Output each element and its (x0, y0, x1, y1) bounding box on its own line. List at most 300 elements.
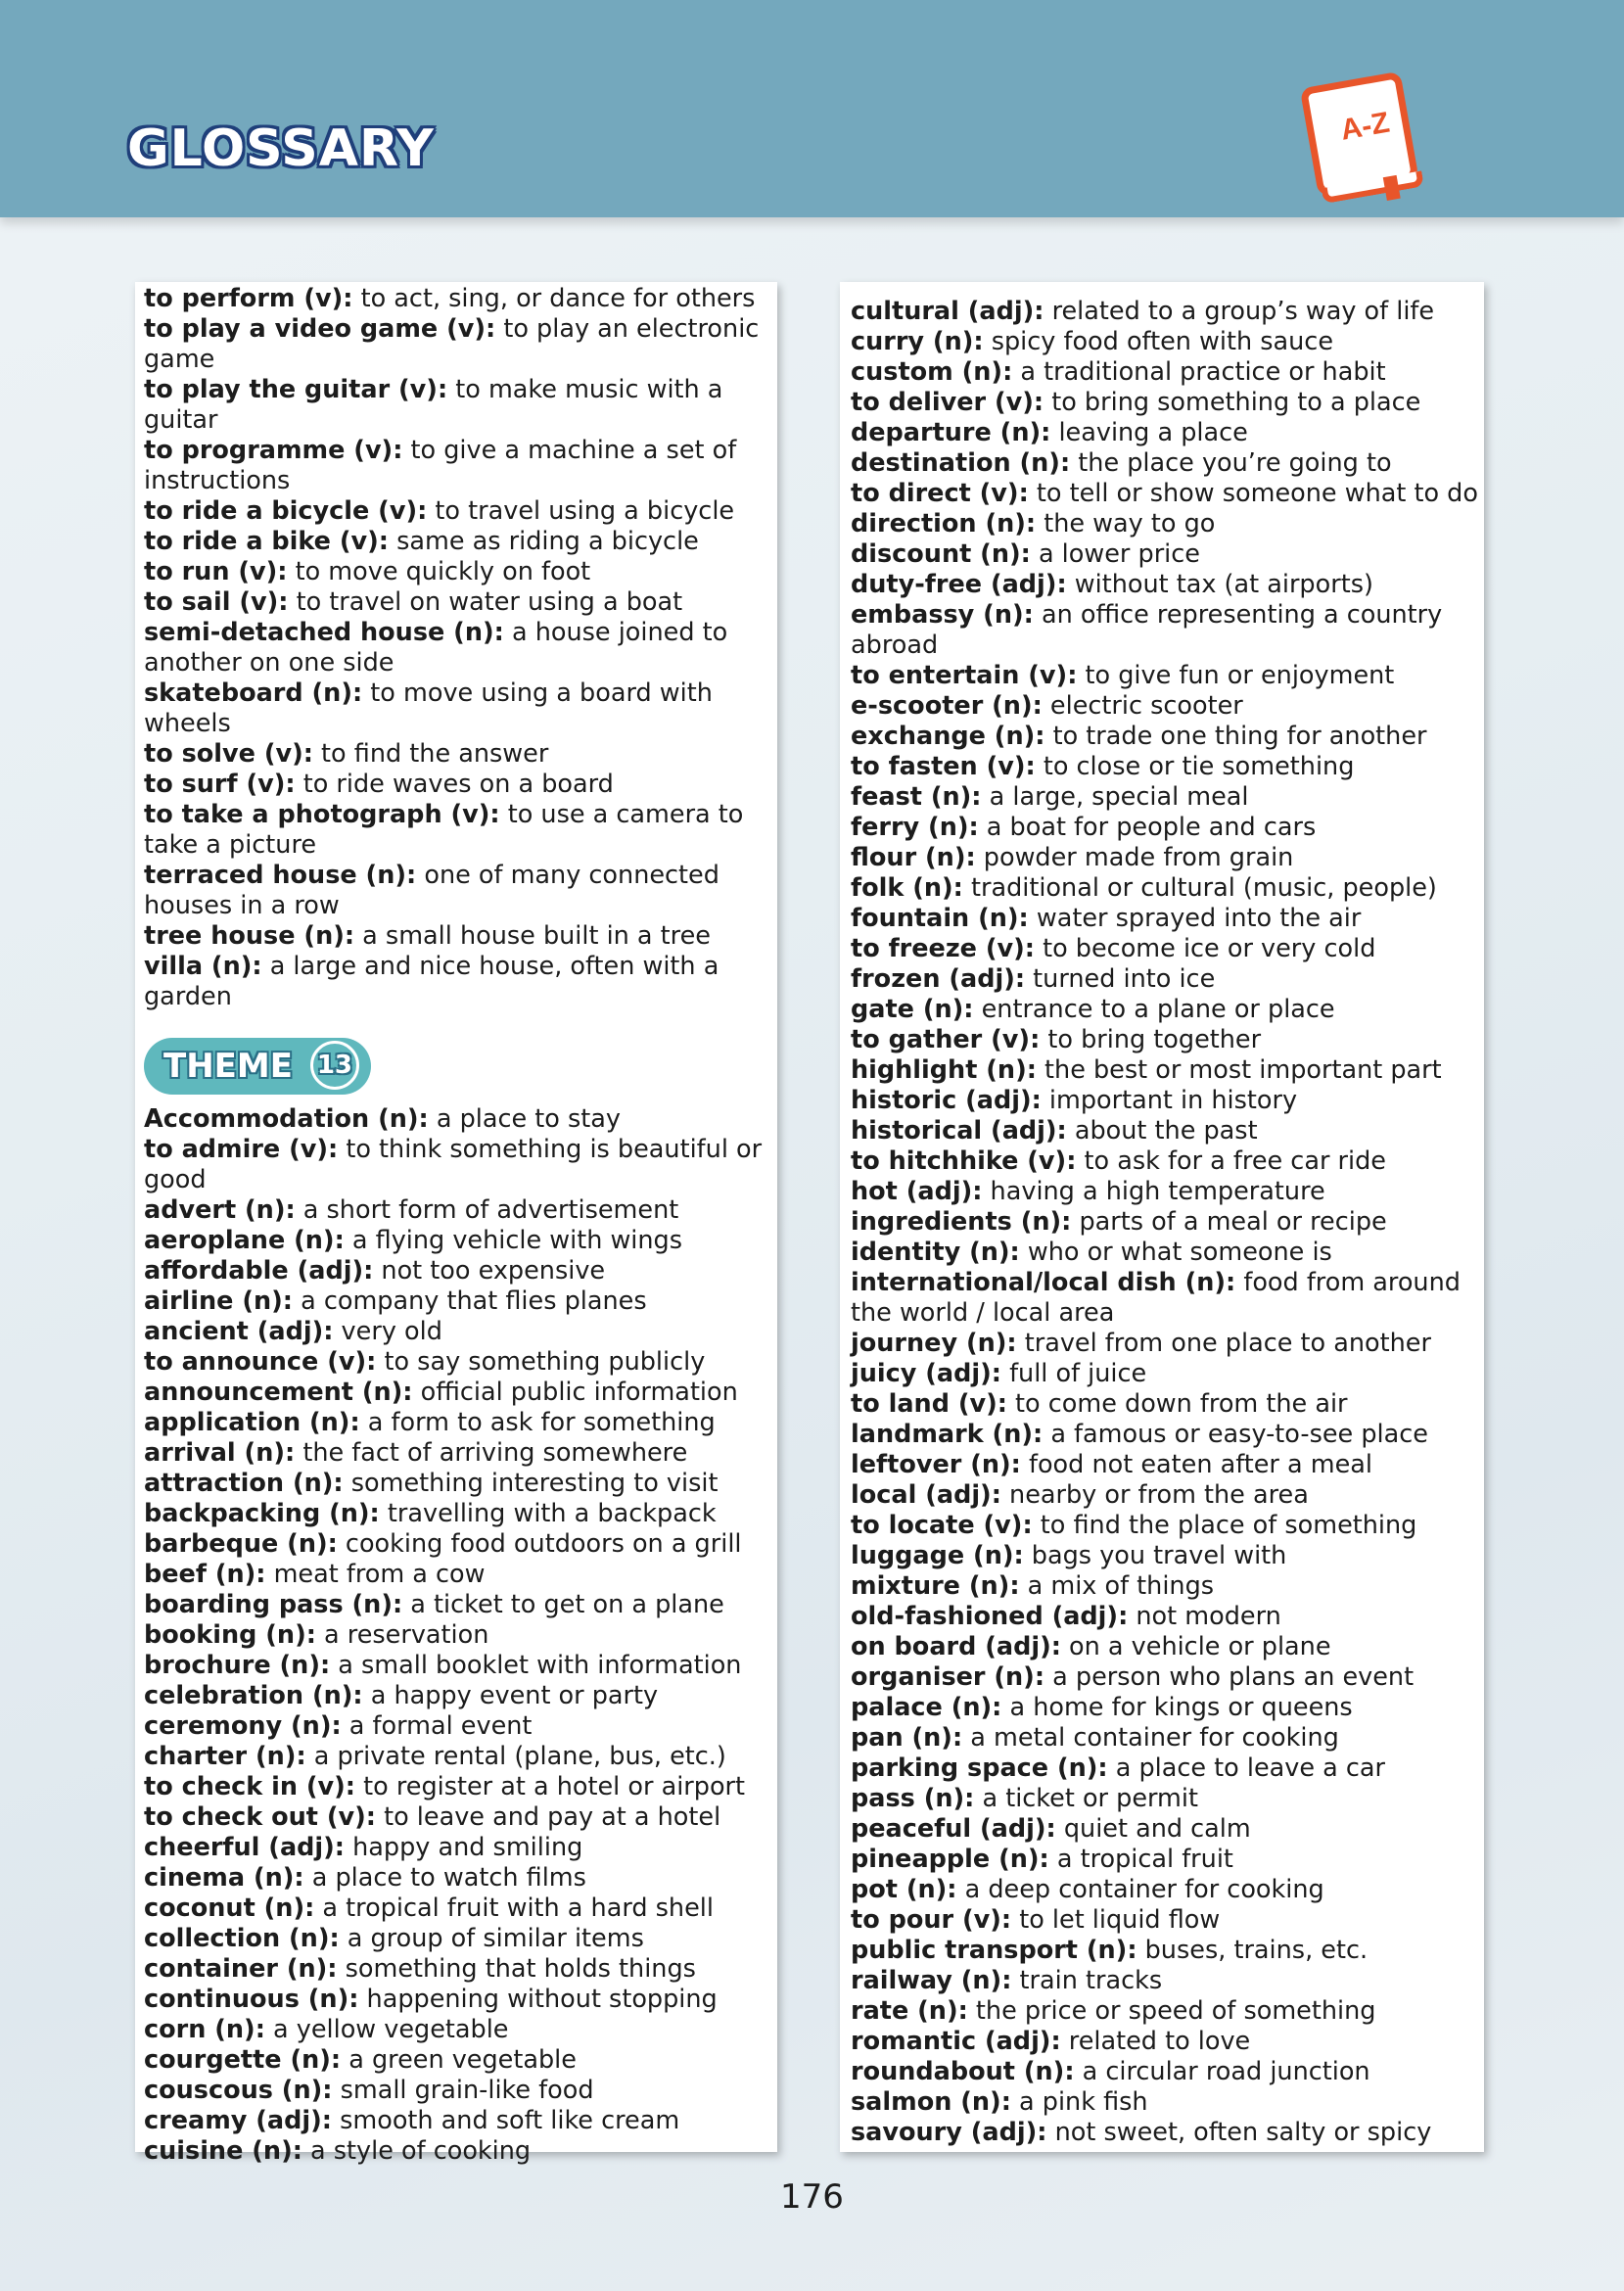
glossary-entry (851, 1814, 1483, 1845)
glossary-entry (144, 1742, 775, 1772)
glossary-term: to solve (v): (144, 739, 313, 769)
glossary-definition: not too expensive (373, 1256, 606, 1286)
glossary-term: collection (n): (144, 1924, 340, 1953)
glossary-term: charter (n): (144, 1742, 306, 1771)
right-column (851, 297, 1483, 2148)
glossary-entry (144, 1438, 775, 1469)
glossary-definition: a person who plans an event (1044, 1662, 1415, 1692)
glossary-term: advert (n): (144, 1195, 296, 1225)
az-book-icon (1300, 70, 1430, 212)
glossary-entry (851, 752, 1483, 782)
glossary-term: to ride a bicycle (v): (144, 496, 428, 526)
glossary-definition: to think something is beautiful or good (144, 1135, 763, 1194)
glossary-definition: a green vegetable (341, 2045, 577, 2075)
glossary-definition: happy and smiling (345, 1833, 583, 1862)
glossary-definition: to leave and pay at a hotel (375, 1802, 721, 1832)
glossary-term: booking (n): (144, 1620, 316, 1650)
glossary-entry (851, 570, 1483, 600)
glossary-term: application (n): (144, 1408, 360, 1437)
glossary-definition: to ride waves on a board (295, 770, 614, 799)
glossary-term: to gather (v): (851, 1025, 1041, 1054)
glossary-definition: to travel using a bicycle (427, 496, 735, 526)
glossary-definition: a short form of advertisement (295, 1195, 679, 1225)
glossary-definition: a tropical fruit (1048, 1845, 1233, 1874)
glossary-term: to play a video game (v): (144, 314, 496, 344)
glossary-entry (851, 1541, 1483, 1571)
glossary-definition: full of juice (1000, 1359, 1147, 1388)
glossary-definition: parts of a meal or recipe (1071, 1207, 1387, 1237)
glossary-term: direction (n): (851, 509, 1037, 538)
glossary-term: aeroplane (n): (144, 1226, 345, 1255)
glossary-definition: the way to go (1036, 509, 1216, 538)
glossary-definition: to give fun or enjoyment (1077, 661, 1395, 690)
glossary-entry (144, 496, 775, 527)
glossary-term: destination (n): (851, 448, 1071, 478)
glossary-term: to deliver (v): (851, 388, 1044, 417)
glossary-entry (851, 2027, 1483, 2057)
glossary-term: ceremony (n): (144, 1711, 342, 1741)
glossary-definition: a small house built in a tree (354, 921, 711, 951)
glossary-entry (851, 1480, 1483, 1511)
glossary-term: e-scooter (n): (851, 691, 1043, 721)
glossary-term: folk (n): (851, 873, 963, 903)
glossary-term: creamy (adj): (144, 2106, 332, 2135)
glossary-entry (851, 327, 1483, 357)
glossary-term: to hitchhike (v): (851, 1146, 1077, 1176)
glossary-definition: about the past (1066, 1116, 1258, 1146)
glossary-entry (851, 904, 1483, 934)
glossary-definition: to travel on water using a boat (288, 587, 683, 617)
glossary-definition: a formal event (341, 1711, 533, 1741)
glossary-term: skateboard (n): (144, 678, 363, 708)
glossary-term: frozen (adj): (851, 964, 1026, 994)
glossary-term: to admire (v): (144, 1135, 339, 1164)
glossary-entry (851, 509, 1483, 539)
glossary-entry (144, 1347, 775, 1378)
glossary-term: cultural (adj): (851, 297, 1044, 326)
glossary-definition: important in history (1041, 1086, 1298, 1115)
glossary-definition: same as riding a bicycle (388, 527, 699, 556)
glossary-definition: a place to stay (428, 1104, 622, 1134)
glossary-term: departure (n): (851, 418, 1051, 447)
glossary-definition: a place to leave a car (1107, 1753, 1386, 1783)
glossary-definition: a form to ask for something (359, 1408, 716, 1437)
glossary-term: curry (n): (851, 327, 984, 356)
glossary-entry (144, 1469, 775, 1499)
glossary-entry (144, 557, 775, 587)
glossary-definition: food not eaten after a meal (1020, 1450, 1372, 1479)
glossary-term: to announce (v): (144, 1347, 377, 1377)
glossary-entry (851, 1753, 1483, 1784)
glossary-term: highlight (n): (851, 1055, 1037, 1085)
glossary-term: to fasten (v): (851, 752, 1036, 781)
glossary-entry (851, 1146, 1483, 1177)
glossary-term: discount (n): (851, 539, 1031, 569)
glossary-definition: to come down from the air (1006, 1389, 1348, 1419)
glossary-entry (144, 1894, 775, 1924)
glossary-definition: water sprayed into the air (1028, 904, 1362, 933)
glossary-definition: to find the place of something (1032, 1511, 1417, 1540)
glossary-entry (144, 1985, 775, 2015)
glossary-entry (144, 2136, 775, 2167)
glossary-definition: meat from a cow (265, 1560, 486, 1589)
glossary-entry (144, 587, 775, 618)
glossary-term: on board (adj): (851, 1632, 1061, 1661)
glossary-term: palace (n): (851, 1693, 1002, 1722)
glossary-term: attraction (n): (144, 1469, 344, 1498)
glossary-definition: an office representing a country abroad (851, 600, 1443, 660)
glossary-definition: a ticket to get on a plane (402, 1590, 724, 1619)
glossary-term: cuisine (n): (144, 2136, 302, 2166)
glossary-term: roundabout (n): (851, 2057, 1075, 2086)
glossary-list-top (144, 284, 775, 1012)
glossary-definition: a style of cooking (302, 2136, 532, 2166)
glossary-term: to pour (v): (851, 1905, 1012, 1935)
glossary-definition: bags you travel with (1023, 1541, 1287, 1570)
glossary-term: railway (n): (851, 1966, 1012, 1995)
glossary-definition: something that holds things (337, 1954, 696, 1984)
glossary-entry (144, 2106, 775, 2136)
glossary-entry (144, 1195, 775, 1226)
glossary-term: duty-free (adj): (851, 570, 1067, 599)
glossary-term: old-fashioned (adj): (851, 1602, 1129, 1631)
glossary-entry (851, 1420, 1483, 1450)
glossary-definition: a lower price (1030, 539, 1200, 569)
glossary-entry (144, 1590, 775, 1620)
glossary-definition: without tax (at airports) (1066, 570, 1373, 599)
glossary-entry (144, 1924, 775, 1954)
glossary-definition: not modern (1128, 1602, 1281, 1631)
glossary-definition: leaving a place (1050, 418, 1248, 447)
glossary-term: historic (adj): (851, 1086, 1042, 1115)
glossary-term: terraced house (n): (144, 861, 417, 890)
glossary-term: to sail (v): (144, 587, 289, 617)
glossary-term: juicy (adj): (851, 1359, 1001, 1388)
glossary-definition: train tracks (1011, 1966, 1163, 1995)
glossary-term: semi-detached house (n): (144, 618, 504, 647)
glossary-entry (851, 813, 1483, 843)
glossary-entry (851, 1389, 1483, 1420)
glossary-definition: on a vehicle or plane (1060, 1632, 1331, 1661)
glossary-entry (851, 843, 1483, 873)
glossary-term: to check in (v): (144, 1772, 356, 1801)
glossary-definition: to bring together (1040, 1025, 1262, 1054)
glossary-entry (851, 1207, 1483, 1238)
glossary-entry (144, 2015, 775, 2045)
glossary-definition: to tell or show someone what to do (1028, 479, 1478, 508)
glossary-entry (144, 1954, 775, 1985)
glossary-term: to ride a bike (v): (144, 527, 389, 556)
glossary-definition: having a high temperature (982, 1177, 1325, 1206)
glossary-term: boarding pass (n): (144, 1590, 403, 1619)
glossary-entry (144, 1529, 775, 1560)
glossary-definition: travel from one place to another (1016, 1329, 1431, 1358)
glossary-entry (144, 375, 775, 436)
glossary-definition: spicy food often with sauce (983, 327, 1334, 356)
glossary-entry (851, 1662, 1483, 1693)
glossary-entry (144, 1256, 775, 1286)
glossary-entry (851, 1602, 1483, 1632)
glossary-term: organiser (n): (851, 1662, 1045, 1692)
glossary-term: international/local dish (n): (851, 1268, 1236, 1297)
glossary-entry (851, 1723, 1483, 1753)
glossary-list-theme (144, 1104, 775, 2167)
glossary-term: villa (n): (144, 952, 262, 981)
glossary-definition: traditional or cultural (music, people) (962, 873, 1437, 903)
glossary-term: to land (v): (851, 1389, 1007, 1419)
glossary-definition: a famous or easy-to-see place (1043, 1420, 1428, 1449)
glossary-term: to check out (v): (144, 1802, 376, 1832)
glossary-term: ingredients (n): (851, 1207, 1072, 1237)
glossary-definition: small grain-like food (332, 2076, 594, 2105)
glossary-entry (851, 691, 1483, 722)
glossary-term: announcement (n): (144, 1378, 413, 1407)
glossary-entry (851, 1086, 1483, 1116)
glossary-entry (851, 1511, 1483, 1541)
glossary-term: pot (n): (851, 1875, 957, 1904)
glossary-entry (851, 1177, 1483, 1207)
glossary-entry (851, 1359, 1483, 1389)
glossary-entry (144, 1135, 775, 1195)
glossary-term: landmark (n): (851, 1420, 1044, 1449)
glossary-definition: to give a machine a set of instructions (144, 436, 737, 495)
glossary-term: pineapple (n): (851, 1845, 1049, 1874)
glossary-entry (144, 1499, 775, 1529)
glossary-definition: the best or most important part (1036, 1055, 1442, 1085)
glossary-term: pass (n): (851, 1784, 975, 1813)
glossary-entry (144, 1711, 775, 1742)
glossary-definition: to find the answer (312, 739, 549, 769)
glossary-entry (851, 722, 1483, 752)
glossary-entry (144, 1408, 775, 1438)
glossary-entry (851, 1571, 1483, 1602)
glossary-entry (851, 873, 1483, 904)
glossary-term: ancient (adj): (144, 1317, 334, 1346)
glossary-definition: nearby or from the area (1000, 1480, 1309, 1510)
glossary-entry (851, 1025, 1483, 1055)
glossary-definition: to trade one thing for another (1044, 722, 1427, 751)
glossary-definition: to move quickly on foot (287, 557, 591, 586)
glossary-entry (851, 1784, 1483, 1814)
glossary-term: public transport (n): (851, 1936, 1137, 1965)
glossary-definition: a boat for people and cars (978, 813, 1317, 842)
glossary-term: corn (n): (144, 2015, 265, 2044)
glossary-term: journey (n): (851, 1329, 1017, 1358)
glossary-entry (851, 2087, 1483, 2118)
glossary-definition: a company that flies planes (293, 1286, 647, 1316)
glossary-term: to locate (v): (851, 1511, 1033, 1540)
glossary-entry (851, 600, 1483, 661)
glossary-definition: to use a camera to take a picture (144, 800, 744, 860)
glossary-term: feast (n): (851, 782, 982, 812)
glossary-definition: quiet and calm (1055, 1814, 1251, 1844)
glossary-definition: a pink fish (1010, 2087, 1148, 2117)
glossary-entry (144, 1226, 775, 1256)
glossary-entry (144, 739, 775, 770)
glossary-definition: smooth and soft like cream (331, 2106, 680, 2135)
glossary-definition: a traditional practice or habit (1012, 357, 1386, 387)
glossary-definition: the price or speed of something (967, 1996, 1376, 2026)
glossary-term: salmon (n): (851, 2087, 1011, 2117)
glossary-entry (851, 1996, 1483, 2027)
glossary-definition: a house joined to another on one side (144, 618, 728, 678)
glossary-entry (851, 1268, 1483, 1329)
glossary-entry (851, 388, 1483, 418)
glossary-term: continuous (n): (144, 1985, 359, 2014)
glossary-entry (144, 1104, 775, 1135)
glossary-term: to direct (v): (851, 479, 1029, 508)
glossary-term: pan (n): (851, 1723, 963, 1753)
glossary-term: romantic (adj): (851, 2027, 1061, 2056)
glossary-term: arrival (n): (144, 1438, 296, 1468)
glossary-definition: travelling with a backpack (379, 1499, 717, 1528)
glossary-definition: to make music with a guitar (144, 375, 723, 435)
glossary-entry (851, 1238, 1483, 1268)
glossary-entry (144, 921, 775, 952)
glossary-definition: the fact of arriving somewhere (295, 1438, 688, 1468)
theme-label: THEME (163, 1047, 293, 1086)
glossary-entry (851, 297, 1483, 327)
glossary-term: hot (adj): (851, 1177, 983, 1206)
glossary-entry (851, 2057, 1483, 2087)
glossary-definition: to ask for a free car ride (1076, 1146, 1386, 1176)
glossary-entry (851, 1966, 1483, 1996)
glossary-definition: related to love (1060, 2027, 1251, 2056)
glossary-entry (144, 1286, 775, 1317)
header-band (0, 0, 1624, 217)
glossary-definition: turned into ice (1025, 964, 1216, 994)
glossary-term: identity (n): (851, 1238, 1020, 1267)
glossary-entry (851, 661, 1483, 691)
glossary-entry (851, 1632, 1483, 1662)
glossary-term: container (n): (144, 1954, 338, 1984)
theme-badge (144, 1038, 371, 1095)
glossary-entry (144, 618, 775, 678)
glossary-term: ferry (n): (851, 813, 979, 842)
glossary-definition: a yellow vegetable (264, 2015, 509, 2044)
glossary-term: cinema (n): (144, 1863, 304, 1893)
glossary-entry (851, 1693, 1483, 1723)
page-title: GLOSSARY (127, 119, 435, 178)
glossary-definition: to say something publicly (376, 1347, 706, 1377)
glossary-definition: a reservation (315, 1620, 489, 1650)
glossary-definition: to close or tie something (1035, 752, 1355, 781)
glossary-term: airline (n): (144, 1286, 293, 1316)
glossary-entry (144, 952, 775, 1012)
glossary-definition: buses, trains, etc. (1137, 1936, 1369, 1965)
glossary-term: historical (adj): (851, 1116, 1067, 1146)
glossary-entry (144, 1772, 775, 1802)
glossary-definition: electric scooter (1042, 691, 1243, 721)
glossary-definition: one of many connected houses in a row (144, 861, 719, 920)
glossary-entry (851, 479, 1483, 509)
glossary-definition: a private rental (plane, bus, etc.) (305, 1742, 726, 1771)
glossary-entry (144, 861, 775, 921)
book-cover-label: A-Z (1337, 106, 1392, 147)
glossary-entry (144, 678, 775, 739)
glossary-entry (144, 1651, 775, 1681)
page-number: 176 (780, 2177, 844, 2217)
glossary-definition: a happy event or party (362, 1681, 659, 1710)
glossary-list-right (851, 297, 1483, 2148)
glossary-term: custom (n): (851, 357, 1013, 387)
glossary-definition: a circular road junction (1074, 2057, 1370, 2086)
glossary-term: rate (n): (851, 1996, 968, 2026)
glossary-entry (851, 934, 1483, 964)
glossary-term: to freeze (v): (851, 934, 1035, 963)
glossary-term: to run (v): (144, 557, 288, 586)
glossary-definition: food from around the world / local area (851, 1268, 1461, 1328)
glossary-term: peaceful (adj): (851, 1814, 1056, 1844)
glossary-entry (144, 1833, 775, 1863)
glossary-definition: a large and nice house, often with a garden (144, 952, 719, 1011)
glossary-entry (851, 2118, 1483, 2148)
glossary-term: to perform (v): (144, 284, 353, 313)
glossary-definition: to become ice or very cold (1035, 934, 1376, 963)
glossary-term: backpacking (n): (144, 1499, 380, 1528)
glossary-term: beef (n): (144, 1560, 266, 1589)
glossary-definition: cooking food outdoors on a grill (337, 1529, 742, 1559)
glossary-definition: a flying vehicle with wings (344, 1226, 683, 1255)
glossary-entry (851, 1875, 1483, 1905)
glossary-entry (851, 782, 1483, 813)
glossary-entry (851, 357, 1483, 388)
glossary-definition: a deep container for cooking (956, 1875, 1324, 1904)
glossary-term: local (adj): (851, 1480, 1001, 1510)
glossary-term: leftover (n): (851, 1450, 1021, 1479)
glossary-definition: to let liquid flow (1011, 1905, 1221, 1935)
glossary-entry (144, 1560, 775, 1590)
glossary-definition: a ticket or permit (974, 1784, 1198, 1813)
glossary-entry (144, 284, 775, 314)
glossary-definition: related to a group’s way of life (1044, 297, 1435, 326)
glossary-definition: to register at a hotel or airport (355, 1772, 746, 1801)
glossary-term: to entertain (v): (851, 661, 1078, 690)
glossary-definition: to act, sing, or dance for others (352, 284, 756, 313)
left-column (144, 284, 775, 2167)
glossary-entry (144, 2076, 775, 2106)
glossary-entry (144, 1378, 775, 1408)
glossary-entry (144, 770, 775, 800)
glossary-definition: who or what someone is (1019, 1238, 1332, 1267)
glossary-entry (144, 527, 775, 557)
glossary-definition: a place to watch films (303, 1863, 586, 1893)
glossary-definition: very old (333, 1317, 442, 1346)
glossary-entry (851, 448, 1483, 479)
glossary-term: coconut (n): (144, 1894, 315, 1923)
glossary-definition: to bring something to a place (1044, 388, 1421, 417)
glossary-term: embassy (n): (851, 600, 1034, 630)
glossary-definition: a tropical fruit with a hard shell (314, 1894, 714, 1923)
glossary-definition: entrance to a plane or place (973, 995, 1335, 1024)
glossary-term: to surf (v): (144, 770, 296, 799)
glossary-entry (144, 1681, 775, 1711)
glossary-term: exchange (n): (851, 722, 1045, 751)
glossary-definition: a mix of things (1019, 1571, 1215, 1601)
glossary-entry (144, 1863, 775, 1894)
glossary-entry (851, 1845, 1483, 1875)
glossary-term: to programme (v): (144, 436, 403, 465)
glossary-term: mixture (n): (851, 1571, 1020, 1601)
glossary-definition: a metal container for cooking (962, 1723, 1339, 1753)
theme-number: 13 (310, 1041, 359, 1090)
glossary-entry (851, 1905, 1483, 1936)
glossary-definition: powder made from grain (975, 843, 1294, 872)
glossary-definition: a large, special meal (981, 782, 1249, 812)
glossary-entry (851, 1116, 1483, 1146)
glossary-term: fountain (n): (851, 904, 1029, 933)
glossary-definition: a home for kings or queens (1001, 1693, 1353, 1722)
